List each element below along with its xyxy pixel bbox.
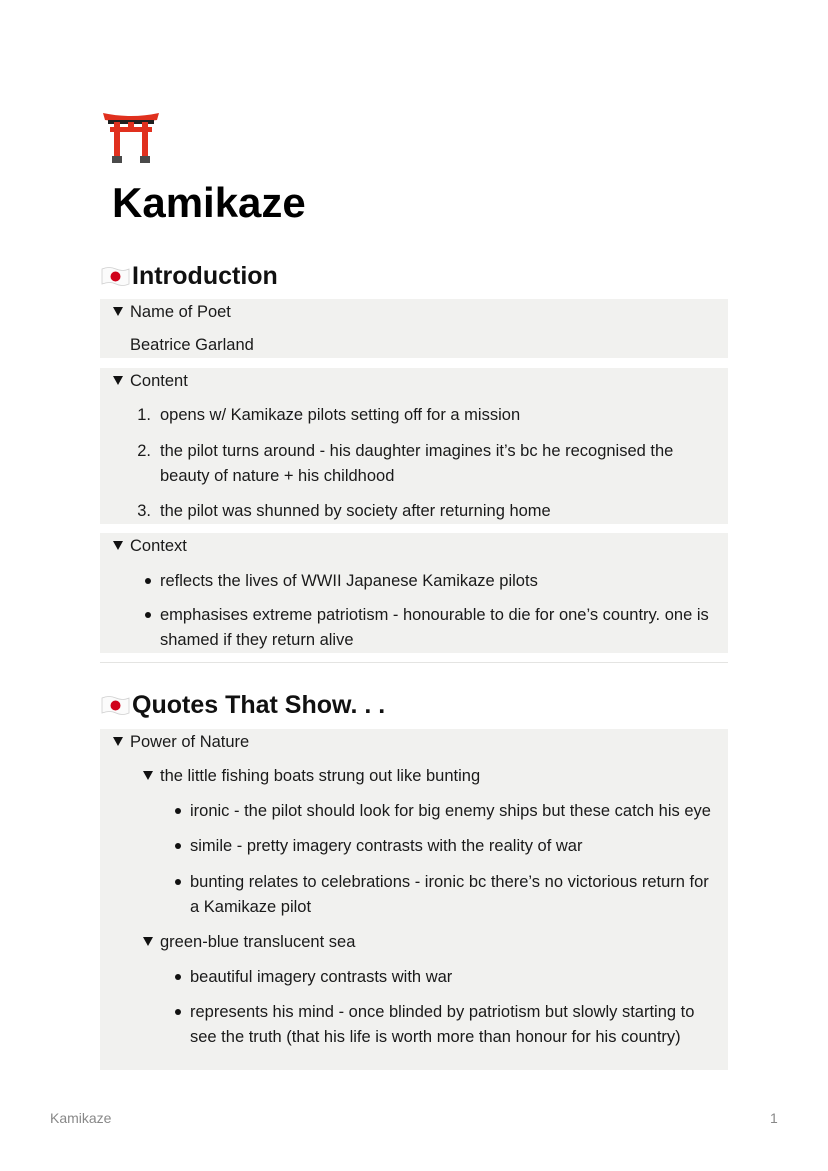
list-number: 3. bbox=[137, 502, 151, 520]
toggle-label-content[interactable]: Content bbox=[130, 372, 188, 390]
page-number: 1 bbox=[770, 1110, 778, 1126]
toggle-label-quote-bunting[interactable]: the little fishing boats strung out like bunting bbox=[160, 767, 481, 785]
section-heading-text: Quotes That Show. . . bbox=[132, 690, 386, 719]
list-item-text: emphasises extreme patriotism - honourable to die for one’s country. one is bbox=[160, 606, 709, 624]
footer-title: Kamikaze bbox=[50, 1110, 112, 1126]
list-item-text: shamed if they return alive bbox=[160, 631, 354, 649]
toggle-label-context[interactable]: Context bbox=[130, 537, 187, 555]
toggle-arrow-icon[interactable] bbox=[143, 937, 153, 946]
toggle-label-power-of-nature[interactable]: Power of Nature bbox=[130, 733, 250, 751]
section-heading-introduction bbox=[101, 259, 278, 293]
list-item-text: beauty of nature + his childhood bbox=[160, 467, 395, 485]
bullet-icon bbox=[175, 974, 181, 980]
list-item-text: opens w/ Kamikaze pilots setting off for a mission bbox=[160, 406, 521, 424]
toggle-arrow-icon[interactable] bbox=[143, 771, 153, 780]
list-number: 1. bbox=[137, 406, 151, 424]
toggle-arrow-icon[interactable] bbox=[113, 737, 123, 746]
bullet-icon bbox=[175, 1009, 181, 1015]
list-item-text: a Kamikaze pilot bbox=[190, 898, 312, 916]
toggle-arrow-icon[interactable] bbox=[113, 376, 123, 385]
torii-gate-icon bbox=[102, 110, 160, 164]
toggle-arrow-icon[interactable] bbox=[113, 307, 123, 316]
list-item-text: see the truth (that his life is worth more than honour for his country) bbox=[190, 1028, 681, 1046]
list-item-text: reflects the lives of WWII Japanese Kamikaze pilots bbox=[160, 572, 538, 590]
list-item-text: the pilot was shunned by society after returning home bbox=[160, 502, 551, 520]
japan-flag-icon bbox=[101, 266, 130, 286]
toggle-label-quote-sea[interactable]: green-blue translucent sea bbox=[160, 933, 356, 951]
list-item-text: the pilot turns around - his daughter imagines it’s bc he recognised the bbox=[160, 442, 674, 460]
poet-name: Beatrice Garland bbox=[130, 336, 254, 354]
list-item-text: represents his mind - once blinded by patriotism but slowly starting to bbox=[190, 1003, 695, 1021]
list-item-text: bunting relates to celebrations - ironic bc there’s no victorious return for bbox=[190, 873, 709, 891]
section-heading-text: Introduction bbox=[132, 261, 278, 290]
bullet-icon bbox=[145, 578, 151, 584]
list-number: 2. bbox=[137, 442, 151, 460]
list-item-text: beautiful imagery contrasts with war bbox=[190, 968, 453, 986]
bullet-icon bbox=[175, 879, 181, 885]
bullet-icon bbox=[175, 808, 181, 814]
japan-flag-icon bbox=[101, 695, 130, 715]
page-title: Kamikaze bbox=[112, 179, 306, 226]
list-item-text: ironic - the pilot should look for big enemy ships but these catch his eye bbox=[190, 802, 711, 820]
toggle-label-poet[interactable]: Name of Poet bbox=[130, 303, 231, 321]
section-heading-quotes bbox=[101, 688, 385, 722]
toggle-arrow-icon[interactable] bbox=[113, 541, 123, 550]
bullet-icon bbox=[145, 612, 151, 618]
list-item-text: simile - pretty imagery contrasts with the reality of war bbox=[190, 837, 583, 855]
bullet-icon bbox=[175, 843, 181, 849]
divider bbox=[100, 662, 728, 663]
